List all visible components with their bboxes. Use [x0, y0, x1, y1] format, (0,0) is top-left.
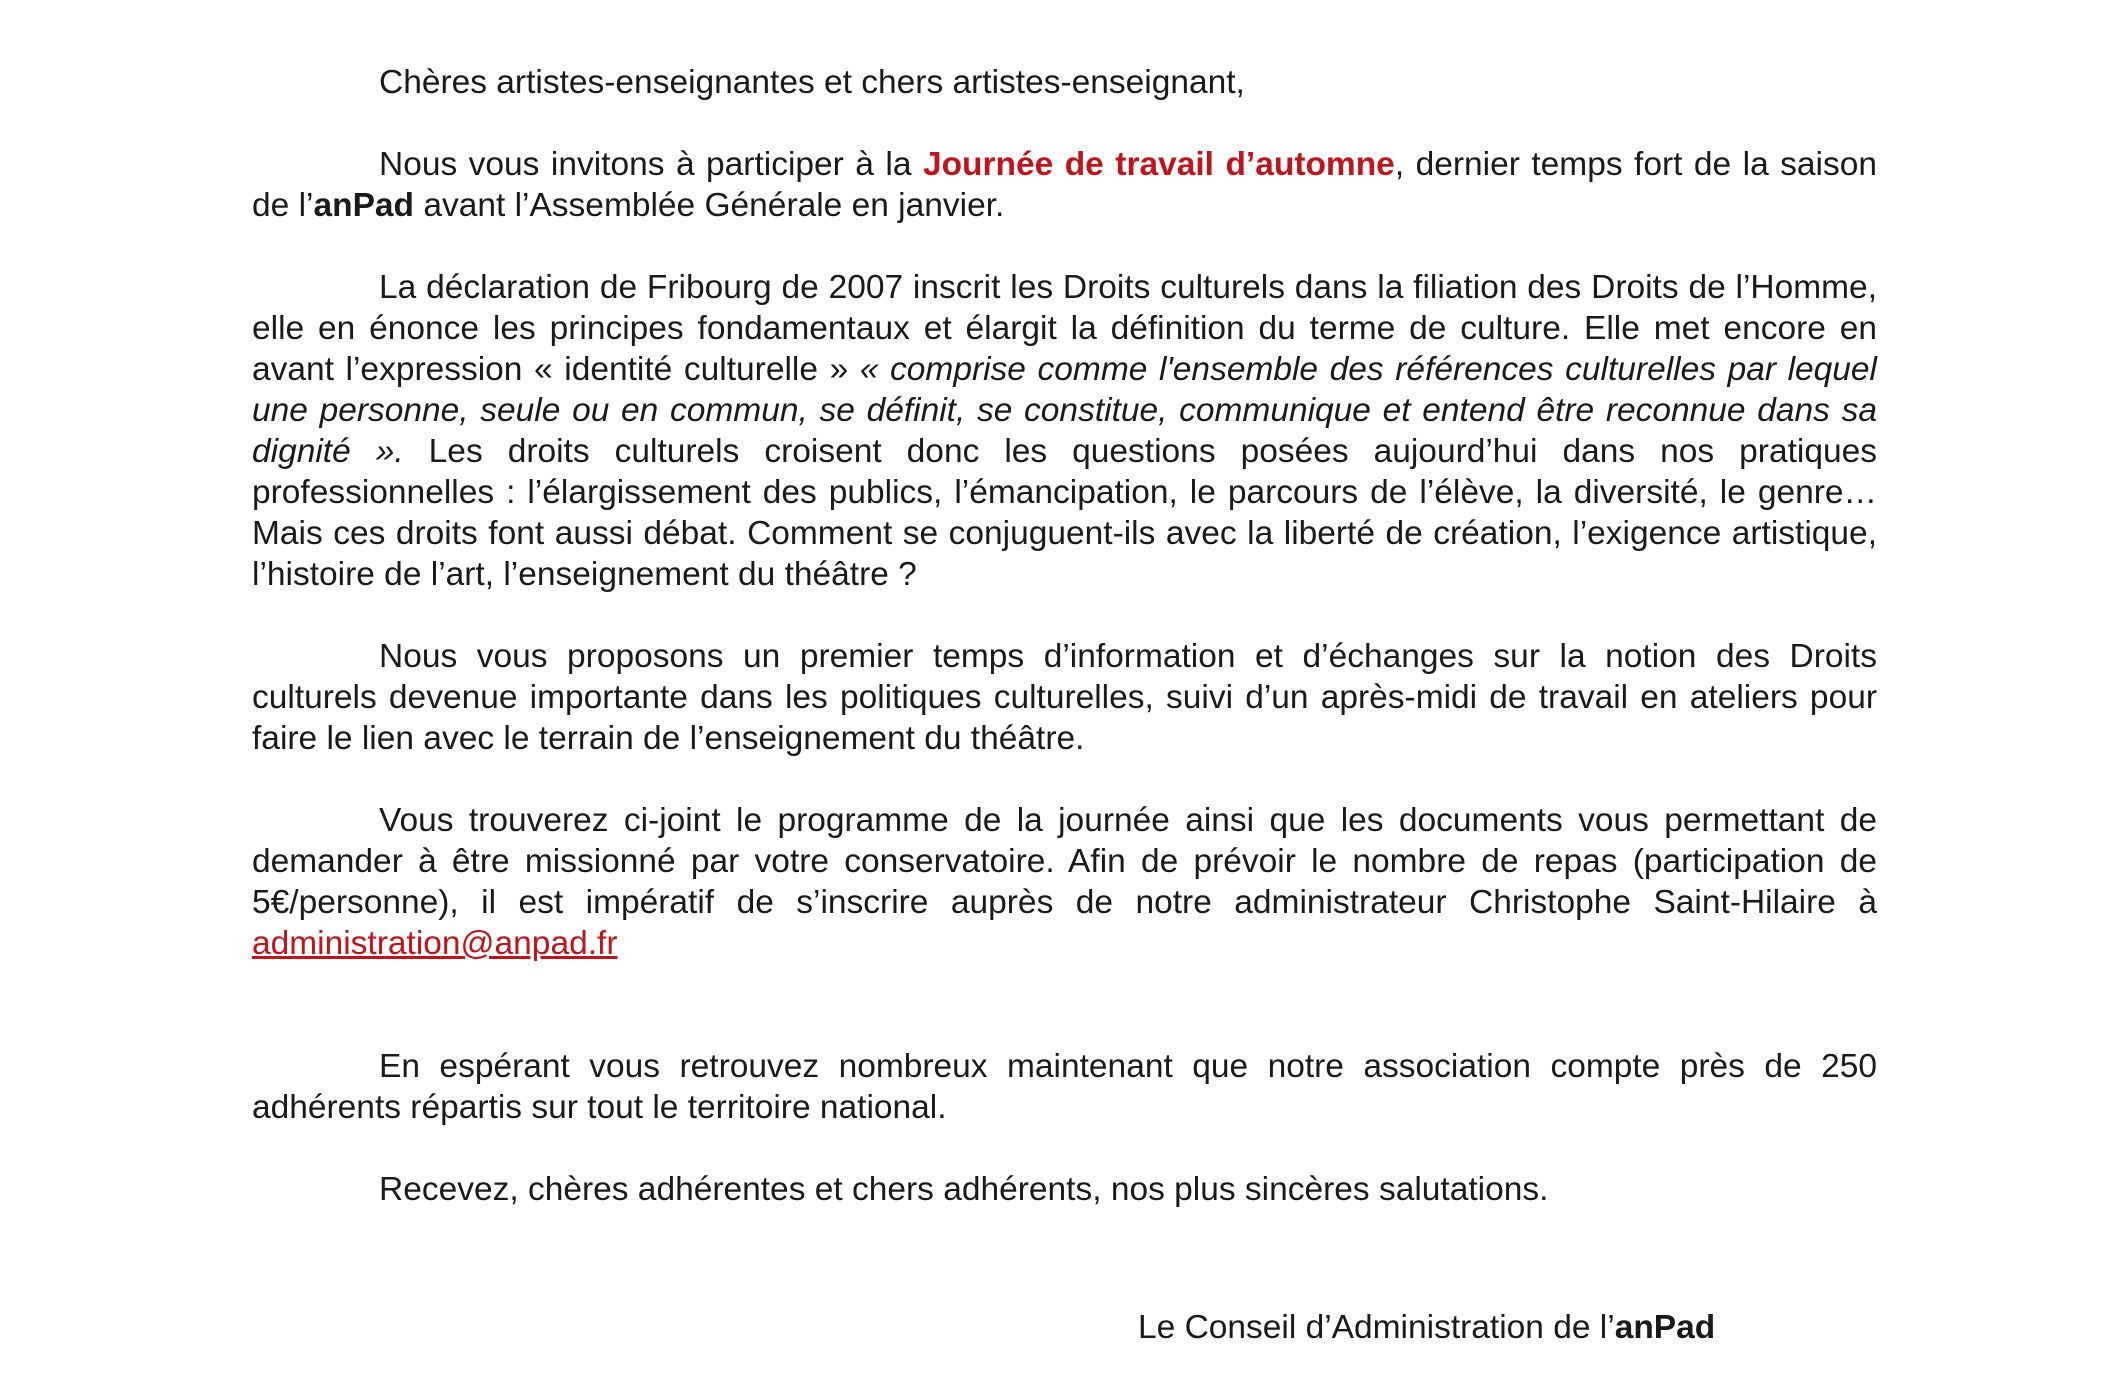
closing-salutation: Recevez, chères adhérentes et chers adhérents, nos plus sincères salutations.	[379, 1171, 1549, 1208]
invitation-text-start: Nous vous invitons à participer à la	[379, 146, 923, 183]
org-name: anPad	[313, 187, 415, 224]
paragraph-fribourg	[252, 267, 1877, 595]
invitation-text-mid: , dernier temps fort de la saison de l’	[252, 146, 1878, 224]
paragraph-program: Nous vous proposons un premier temps d’information et d’échanges sur la notion des Droits culturels devenue importante dans les politiques culturelles, suivi d’un après-midi de travail en ateliers pour faire le lien avec le terrain de l’enseignement du théâtre.	[252, 638, 1877, 757]
signature-text: Le Conseil d’Administration de l’	[1138, 1309, 1615, 1346]
paragraph-registration	[252, 800, 1877, 964]
signature-org-name: anPad	[1614, 1309, 1716, 1346]
email-link[interactable]: administration@anpad.fr	[252, 925, 618, 962]
paragraph-invitation	[252, 144, 1877, 226]
signature	[1138, 1307, 1715, 1348]
letter-body	[252, 62, 1877, 1210]
paragraph-hope: En espérant vous retrouvez nombreux maintenant que notre association compte près de 250 adhérents répartis sur tout le territoire national.	[252, 1048, 1877, 1126]
fribourg-text-end: Les droits culturels croisent donc les questions posées aujourd’hui dans nos pratiques professionnelles : l’élargissement des publics, l’émancipation, le parcours de l’élève, la diversité, le genre… Mais ces droits font aussi débat. Comment se conjuguent-ils avec la liberté de création, l’exigence artistique, l’histoire de l’art, l’enseignement du théâtre ?	[252, 433, 1877, 593]
fribourg-quote: « comprise comme l'ensemble des références culturelles par lequel une personne, seule ou en commun, se définit, se constitue, communique et entend être reconnue dans sa dignité ».	[252, 351, 1877, 470]
invitation-text-end: avant l’Assemblée Générale en janvier.	[414, 187, 1005, 224]
event-name-highlight: Journée de travail d’automne	[922, 146, 1395, 183]
greeting: Chères artistes-enseignantes et chers artistes-enseignant,	[379, 64, 1245, 101]
registration-text: Vous trouverez ci-joint le programme de la journée ainsi que les documents vous permettant de demander à être missionné par votre conservatoire. Afin de prévoir le nombre de repas (participation de 5€/personne), il est impératif de s’inscrire auprès de notre administrateur Christophe Saint-Hilaire à	[252, 802, 1877, 921]
fribourg-text-start: La déclaration de Fribourg de 2007 inscrit les Droits culturels dans la filiation des Droits de l’Homme, elle en énonce les principes fondamentaux et élargit la définition du terme de culture. Elle met encore en avant l’expression « identité culturelle »	[252, 269, 1877, 388]
